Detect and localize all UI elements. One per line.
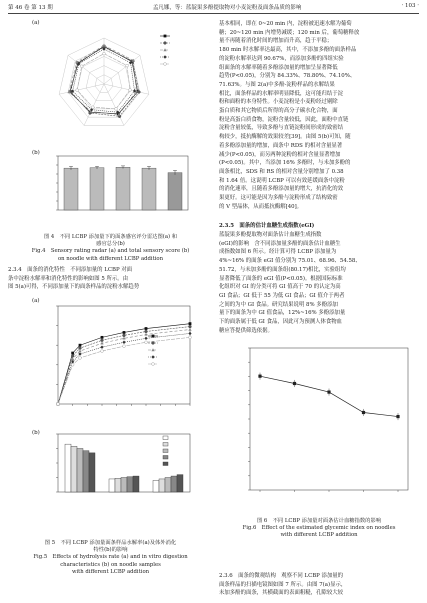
figure4-radar-chart [28, 18, 198, 148]
paragraph-2-line: 量下的面条为中 GI 值食品，12%~16% 多酚添加量 [219, 310, 346, 317]
bar [168, 173, 182, 210]
legend-marker [152, 335, 155, 338]
paragraph-1-line: 糖；20~120 min 内增势减缓；120 min 后，葡萄糖释放 [219, 29, 360, 36]
section-2-3-5-heading: 2.3.5 面条的估计血糖生成指数(eGI) [219, 223, 315, 229]
legend-swatch [163, 443, 168, 447]
paragraph-2-line: 下的面条属于低 GI 食品，因此可为预测人体食物血 [219, 319, 343, 326]
figure4-panel-b-label: (b) [32, 150, 40, 156]
figure6-caption-cn: 图 6 不同 LCBP 添加量对面条估计血糖指数的影响 [256, 518, 382, 524]
grouped-bar [115, 478, 121, 492]
data-point [71, 363, 74, 366]
right-column-paragraph-2 [219, 231, 419, 335]
paragraph-1-line: 基本相同，即在 0~20 min 内，淀粉被迅速水解为葡萄 [219, 21, 352, 27]
figure4-bar-chart [28, 148, 198, 228]
figure4-caption [8, 234, 213, 263]
paragraph-2-line: 之间的为中 GI 食品。研究结果说明 8% 多酚添加 [219, 301, 338, 308]
radar-series-12pct [73, 49, 135, 112]
legend-swatch [163, 456, 168, 460]
grouped-bar [171, 476, 177, 492]
plot-frame [250, 348, 408, 490]
grouped-bar [71, 446, 77, 492]
data-point [362, 411, 365, 414]
grouped-bar [177, 475, 183, 492]
paragraph-1-line: 180 min 时水解率达最高，其中，不添加多酚的面条样品 [219, 47, 357, 54]
data-point [101, 339, 104, 342]
paragraph-1-line: (P<0.05)。其中，当添加 16% 多酚时，与未加多酚的 [219, 160, 351, 167]
grouped-bar [133, 476, 139, 492]
data-point [79, 344, 82, 347]
paragraph-2-line: 化组织对 GI 的分类可将 GI 值高于 70 的认定为高 [219, 284, 341, 291]
paragraph-1-line: 粉和面粉的本身特性。小麦淀粉是小麦粉经过剔除 [219, 99, 338, 106]
figure5-caption-cn-2: 特性(b)的影响 [93, 547, 128, 554]
figure4-caption-en-1: Fig.4 Sensory rating radar (a) and total sensory score (b) [31, 248, 190, 255]
data-point [101, 350, 104, 353]
data-point [189, 322, 192, 325]
paragraph-1-line: 着多酚添加量的增加，面条中 RDS 的相对含量显著 [219, 142, 343, 149]
figure5-caption-en-1: Fig.5 Effects of hydrolysis rate (a) and in vitro digestion [33, 554, 188, 561]
data-point [145, 330, 148, 333]
data-point [57, 403, 60, 406]
section-2-3-4-heading: 2.3.4 面条的消化特性 不同添加量的 LCBP 对面 [8, 267, 133, 273]
paragraph-1-line: 趋势(P<0.05)，分别为 84.33%、78.80%、74.10%、 [219, 73, 356, 80]
bar [116, 167, 130, 210]
radar-point [115, 107, 118, 110]
section-2-3-4-line-2: 图 5(a)可得，不同添加量下的面条样品的淀粉水解趋势 [8, 284, 140, 291]
data-point [293, 382, 296, 385]
data-point [79, 347, 82, 350]
data-point [100, 345, 103, 348]
plot-frame [58, 306, 190, 404]
legend-swatch [163, 436, 168, 440]
data-point [123, 334, 126, 337]
legend-marker [164, 42, 167, 45]
egi-line [260, 376, 398, 416]
legend-marker [151, 355, 154, 358]
figure4-caption-cn-2: 感官总分(b) [96, 241, 125, 248]
paragraph-3-line: 面条样品的扫描电镜图如图 7 所示。由图 7(a)显示， [219, 581, 347, 588]
page-number: · 103 · [401, 3, 419, 9]
radar-point [129, 89, 132, 92]
grouped-bar [83, 451, 89, 492]
bar [142, 168, 156, 210]
figure6-caption-en-1: Fig.6 Effect of the estimated glycemic index on noodles [242, 525, 396, 532]
figure5-grouped-bar-chart [28, 428, 200, 510]
legend-marker [152, 342, 155, 345]
figure5-panel-b-label: (b) [32, 430, 40, 436]
data-point [144, 337, 147, 340]
page-header [8, 3, 419, 14]
grouped-bar [77, 449, 83, 493]
paragraph-1-line: 面条相比，SDS 和 RS 的相对含量分别增加了 0.38 [219, 168, 344, 175]
radar-point [103, 52, 106, 55]
section-2-3-5 [219, 222, 419, 231]
figure4-caption-en-2: on noodle with different LCBP addition [57, 255, 164, 262]
paragraph-2-line: 4%~16% 的面条 eGI 值分别为 75.01、68.96、54.58、 [219, 258, 361, 265]
grouped-bar [165, 478, 171, 493]
bar [64, 168, 78, 210]
radar-point [126, 64, 129, 67]
figure6-caption [219, 518, 419, 540]
data-point [145, 341, 148, 344]
section-2-3-4 [8, 266, 213, 292]
radar-spoke [104, 84, 124, 125]
paragraph-1-line: 果更好。这可能是因为多酚与淀粉形成了结构致密 [219, 195, 338, 202]
data-point [123, 345, 126, 348]
figure5-line-chart [28, 296, 200, 426]
section-2-3-6 [219, 572, 419, 598]
paragraph-1-line: 71.63%。与图 2(a)中多酚-淀粉样品的水解结果 [219, 81, 335, 88]
figure4-caption-cn-1: 图 4 不同 LCBP 添加量下的面条感官评分雷达图(a) 和 [43, 234, 178, 240]
running-title: 孟凡娜，等：蓝靛果多酚提取物对小麦淀粉及面条品质的影响 [152, 5, 302, 11]
journal-volume: 第 46 卷 第 13 期 [8, 5, 53, 11]
section-2-3-6-heading: 2.3.6 面条的微观结构 观察不同 LCBP 添加量的 [219, 573, 344, 579]
grouped-bar [65, 444, 71, 492]
data-point [188, 328, 191, 331]
paragraph-1-line: 减少(P<0.05)，而另两种淀粉的相对含量显著增加 [219, 151, 341, 158]
paragraph-1-line: 的淀粉水解率达到 90.67%，而添加多酚的四组实验 [219, 55, 344, 62]
paragraph-1-line: 组面条的水解率随着多酚添加量的增加呈显著降低 [219, 64, 338, 71]
bar [90, 168, 104, 210]
paragraph-2-line: 成指数如图 6 所示。经计算可得 LCBP 添加量为 [219, 249, 337, 256]
right-column-paragraph-1 [219, 20, 419, 211]
grouped-bar [159, 479, 165, 492]
data-point [327, 390, 330, 393]
data-point [101, 336, 104, 339]
radar-point [80, 65, 83, 68]
legend-marker [152, 363, 155, 366]
figure5-caption-en-2: characteristics (b) on noodle samples [60, 561, 161, 568]
paragraph-2-line: 蓝靛果多酚提取物对面条估计血糖生成指数 [219, 232, 322, 238]
figure5-panel-a-label: (a) [32, 298, 40, 304]
legend-swatch [163, 462, 168, 466]
paragraph-3-line: 未加多酚的面条，其横截面的表面粗糙，孔隙较大较 [219, 590, 343, 597]
legend-marker [164, 35, 167, 38]
data-point [189, 325, 192, 328]
figure5-caption-en-3: with different LCBP addition [71, 568, 150, 575]
figure6-caption-en-2: with different LCBP addition [280, 532, 358, 539]
data-point [189, 336, 192, 339]
paragraph-1-line: 和 1.64 倍。这说明 LCBP 可以有效延缓面条中淀粉 [219, 177, 345, 184]
legend-marker [164, 63, 167, 66]
data-point [258, 375, 261, 378]
paragraph-1-line: 构较少，抵抗酶解的效果较差[39]。由图 5(b)可知，随 [219, 134, 351, 141]
paragraph-2-line: 糖应答提供筛选依据。 [219, 327, 273, 334]
paragraph-1-line: 蛋白质和其它物质后所得的高分子碳水化合物，面 [219, 108, 338, 115]
data-point [122, 341, 125, 344]
data-point [188, 332, 191, 335]
section-2-3-4-line-1: 条中淀粉水解率和消化特性的影响如图 5 所示。由 [8, 275, 129, 282]
paragraph-1-line: 量不再随着消化时间的增加而升高，趋于平稳； [219, 38, 333, 45]
grouped-bar [153, 480, 159, 492]
radar-point [91, 106, 94, 109]
figure6-line-chart [222, 340, 418, 516]
data-point [123, 331, 126, 334]
data-point [71, 352, 74, 355]
grouped-bar [89, 453, 95, 492]
data-point [78, 352, 81, 355]
radar-spoke [84, 84, 104, 125]
radar-point [138, 91, 141, 94]
figure5-caption [8, 540, 213, 576]
figure5-caption-cn-1: 图 5 不同 LCBP 添加量面条样品水解率(a)及体外消化 [44, 540, 177, 546]
data-point [71, 355, 74, 358]
grouped-bar [121, 478, 127, 493]
paragraph-2-line: 显著降低了面条的 eGI 值(P<0.05)。根据国际标准 [219, 275, 343, 282]
data-point [396, 415, 399, 418]
paragraph-1-line: 粉是高蛋白质食物，淀粉含量较低，因此，面粉中直链 [219, 116, 349, 123]
paragraph-1-line: 相比，面条样品的水解率明显降低，这可能归结于淀 [219, 90, 343, 97]
paragraph-1-line: 淀粉含量较低，导致多酚与直链淀粉间形成的致密结 [219, 125, 343, 132]
legend-marker [163, 55, 166, 58]
data-point [78, 349, 81, 352]
paragraph-1-line: 的 V 型晶体，从而抵抗酶解[40]。 [219, 203, 303, 210]
paragraph-2-line: GI 食品；GI 低于 55 为低 GI 食品；GI 值介于两者 [219, 292, 345, 299]
paragraph-2-line: 51.72，与未加多酚的面条组(80.17)相比，实验组均 [219, 266, 346, 273]
data-point [79, 357, 82, 360]
legend-swatch [163, 449, 168, 453]
figure4-panel-a-label: (a) [32, 20, 40, 26]
series-line-12pct [58, 333, 190, 404]
paragraph-1-line: 的消化速率，且随着多酚添加量的增大，抗消化的效 [219, 186, 343, 193]
grouped-bar [127, 477, 133, 492]
radar-point [76, 89, 79, 92]
grouped-bar [109, 479, 115, 492]
paragraph-2-line: (eGI)的影响 含不同添加量多酚的面条估计血糖生 [219, 240, 341, 247]
data-point [145, 327, 148, 330]
